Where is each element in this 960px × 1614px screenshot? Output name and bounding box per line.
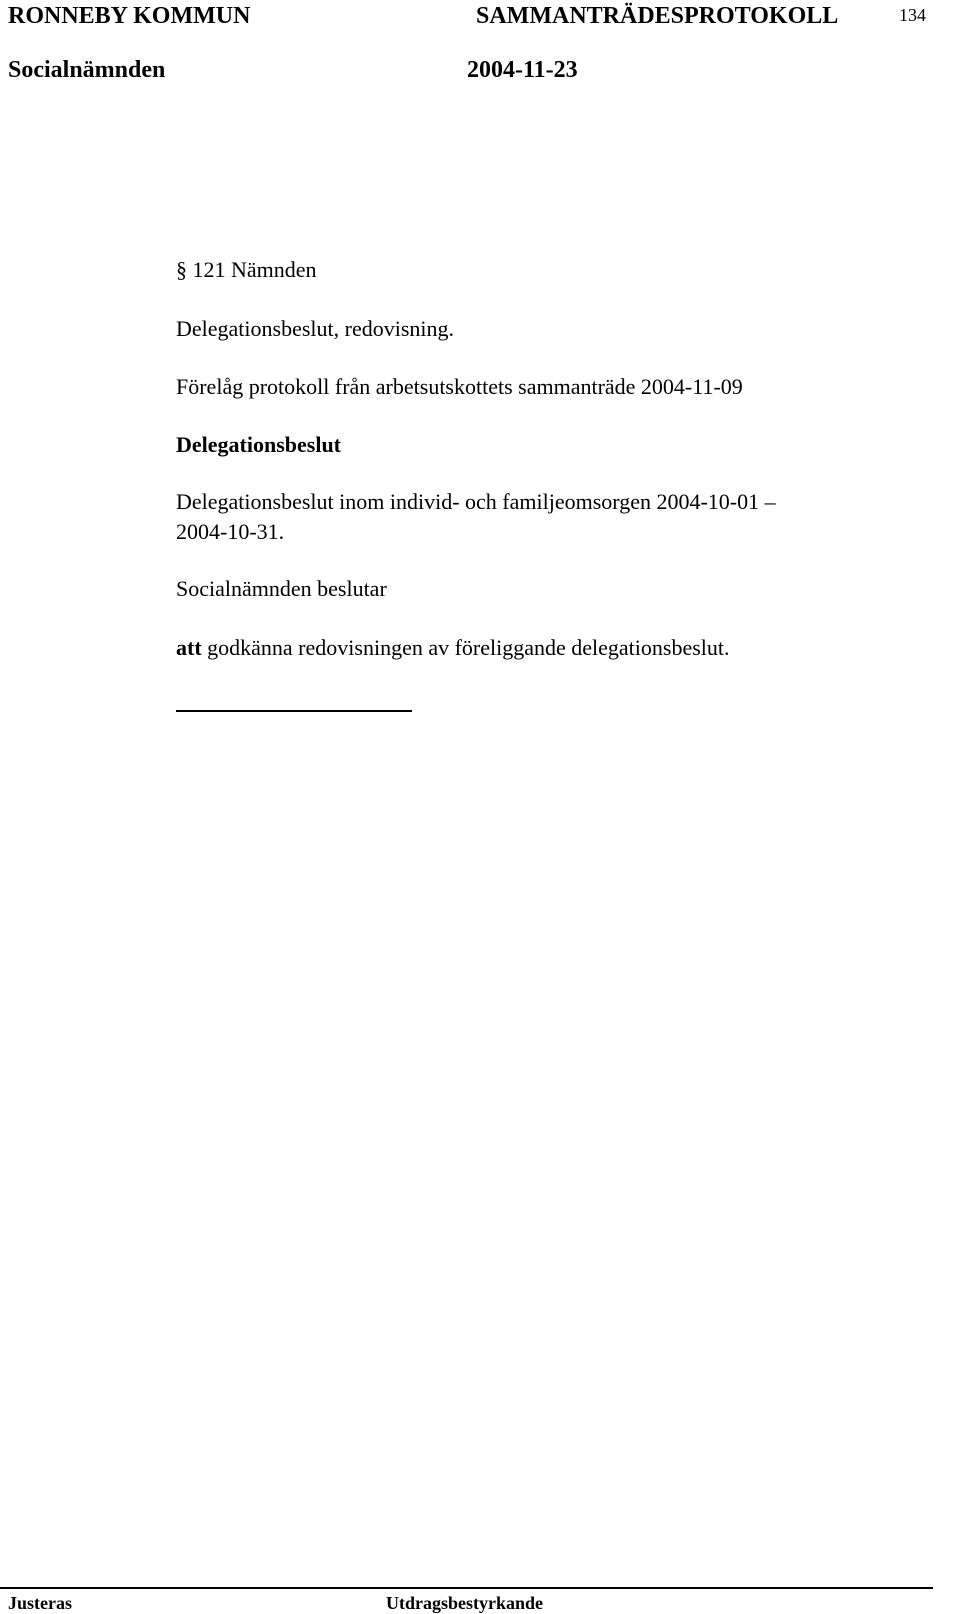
intro-text: Förelåg protokoll från arbetsutskottets sammanträde 2004-11-09 xyxy=(176,374,743,399)
body-line-1: Delegationsbeslut inom individ- och familjeomsorgen 2004-10-01 – xyxy=(176,489,776,514)
paragraph-heading xyxy=(176,257,317,283)
decision-text: godkänna redovisningen av föreliggande delegationsbeslut. xyxy=(201,635,730,660)
decision-heading: Socialnämnden beslutar xyxy=(176,576,387,601)
body-line-2: 2004-10-31. xyxy=(176,519,285,544)
section-symbol: § xyxy=(176,257,187,282)
meeting-date: 2004-11-23 xyxy=(467,57,578,83)
footer-rule xyxy=(0,1587,933,1589)
subheading: Delegationsbeslut xyxy=(176,432,341,457)
footer-justeras: Justeras xyxy=(8,1593,72,1613)
committee-name: Socialnämnden xyxy=(8,57,166,83)
page-number: 134 xyxy=(899,5,926,25)
footer-utdragsbestyrkande: Utdragsbestyrkande xyxy=(386,1593,544,1613)
document-type: SAMMANTRÄDESPROTOKOLL xyxy=(476,3,839,29)
paragraph-subject: Delegationsbeslut, redovisning. xyxy=(176,316,455,341)
municipality-name: RONNEBY KOMMUN xyxy=(8,3,251,29)
paragraph-number-title: 121 Nämnden xyxy=(192,257,317,282)
decision-line xyxy=(176,635,730,661)
closing-rule xyxy=(176,710,412,712)
decision-keyword: att xyxy=(176,635,202,660)
